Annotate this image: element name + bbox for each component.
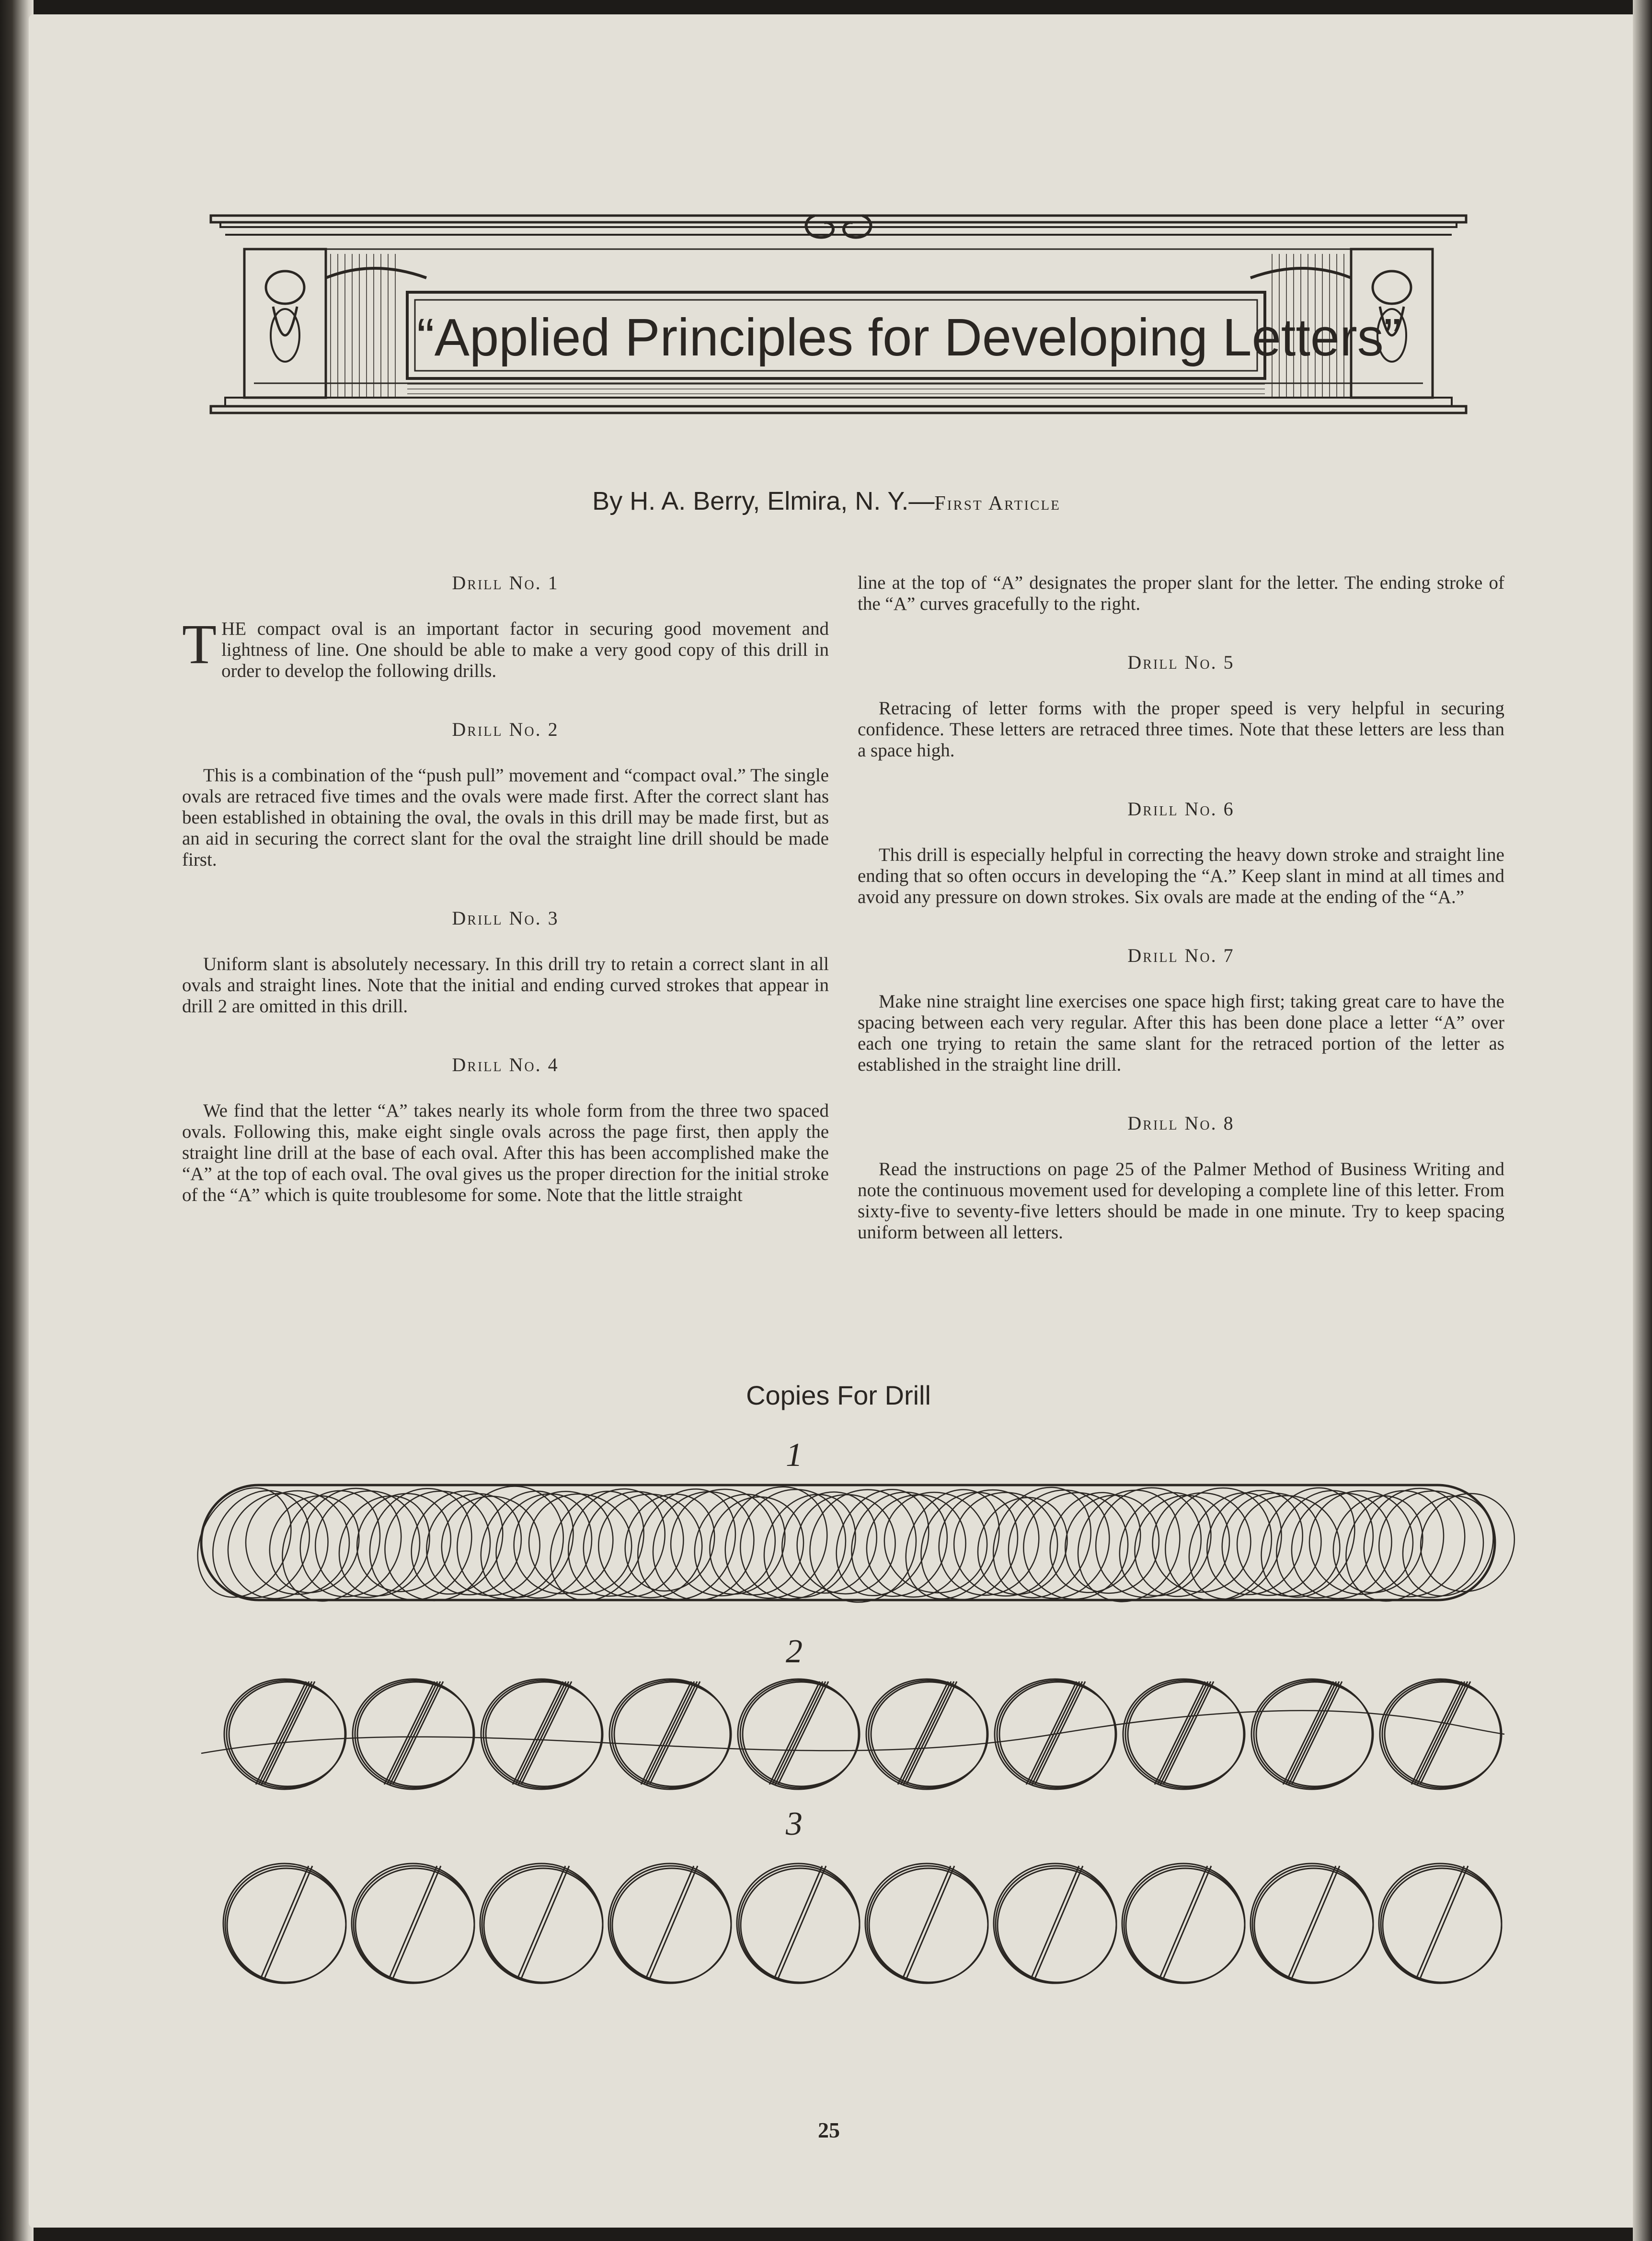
slant-line (521, 1866, 569, 1978)
drill-3-heading: Drill No. 3 (452, 907, 559, 929)
drill-5-text: Retracing of letter forms with the proper speed is very helpful in securing confidence. These letters are retraced three times. Note that these letters are less than a space high. (858, 698, 1504, 761)
slant-line (1031, 1866, 1079, 1978)
slant-line (261, 1866, 309, 1978)
slant-line (644, 1681, 694, 1784)
slant-line (904, 1681, 954, 1784)
drill-8-heading: Drill No. 8 (1127, 1112, 1235, 1134)
drill-6-heading: Drill No. 6 (1127, 798, 1235, 820)
slant-line (1292, 1866, 1340, 1978)
slant-line (1411, 1681, 1462, 1784)
slant-line (650, 1866, 698, 1978)
slant-line (903, 1866, 951, 1978)
slant-oval-drill (223, 1864, 1502, 1983)
slant-line (389, 1866, 437, 1978)
drill-6-text: This drill is especially helpful in correcting the heavy down stroke and straight line ending that so often occurs in developing the “A.” Keep slant in mind at all times and avoid any pressure on down strokes. Six ovals are made at the ending of the “A.” (858, 845, 1504, 907)
byline (335, 486, 1318, 516)
slant-line (1286, 1681, 1336, 1784)
drill-7-heading: Drill No. 7 (1127, 945, 1235, 966)
slant-line (772, 1681, 823, 1784)
slant-line (1026, 1681, 1077, 1784)
slant-line (1155, 1681, 1205, 1784)
slant-line (1414, 1681, 1465, 1784)
drill-2-heading: Drill No. 2 (452, 719, 559, 740)
slant-line (1158, 1681, 1208, 1784)
drill-copies-illustration (192, 1437, 1524, 2031)
push-pull-oval-drill (201, 1679, 1504, 1789)
slant-line (1420, 1866, 1468, 1978)
slant-line (778, 1681, 828, 1784)
slant-line (513, 1681, 563, 1784)
slant-line (646, 1866, 694, 1978)
drill-2-text: This is a combination of the “push pull” movement and “compact oval.” The single ovals are retraced five times and the ovals were made first. After the correct slant has been established in obtaining the oval, the ovals in this drill may be made first, but as an aid in securing the correct slant for the oval the straight line drill should be made first. (182, 765, 829, 870)
left-column (182, 572, 829, 1243)
slant-line (1029, 1681, 1079, 1784)
drill-label-1: 1 (786, 1437, 803, 1474)
drill-7-text: Make nine straight line exercises one space high first; taking great care to have the spacing between each very regular. After this has been done place a letter “A” over each one trying to retain the same slant for the retraced portion of the letter as established in the straight line drill. (858, 991, 1504, 1075)
slant-line (769, 1681, 820, 1784)
slant-line (517, 1866, 565, 1978)
push-pull-oval (1256, 1682, 1373, 1786)
slant-line (387, 1681, 437, 1784)
slant-line (641, 1681, 691, 1784)
compact-oval-stroke (693, 1480, 821, 1612)
slant-line (775, 1681, 826, 1784)
slant-line (393, 1681, 443, 1784)
slant-line (774, 1866, 822, 1978)
slant-line (264, 1866, 312, 1978)
drill-1-text-block (182, 613, 829, 682)
slant-line (898, 1681, 948, 1784)
drill-1-heading: Drill No. 1 (452, 572, 559, 594)
drill-label-3: 3 (786, 1806, 803, 1842)
slant-line (1417, 1681, 1468, 1784)
compact-oval-stroke (550, 1472, 683, 1613)
slant-line (906, 1681, 957, 1784)
slant-line (647, 1681, 697, 1784)
page-number: 25 (818, 2118, 840, 2142)
slant-line (393, 1866, 441, 1978)
slant-line (384, 1681, 435, 1784)
right-column (858, 572, 1504, 1281)
slant-line (1160, 1681, 1211, 1784)
byline-author: By H. A. Berry, Elmira, N. Y.— (592, 487, 935, 515)
compact-oval-stroke (437, 1467, 583, 1617)
copies-title: Copies For Drill (746, 1380, 931, 1410)
push-pull-oval (229, 1682, 346, 1786)
slant-line (901, 1681, 951, 1784)
drill-8-text: Read the instructions on page 25 of the Palmer Method of Business Writing and note the continuous movement used for developing a complete line of this letter. From sixty-five to seventy-five letters should be made in one minute. Try to keep spacing uniform between all letters. (858, 1159, 1504, 1243)
push-pull-oval (743, 1682, 860, 1786)
slant-line (259, 1681, 309, 1784)
page-edge (1633, 0, 1652, 2241)
compact-oval-drill (192, 1467, 1524, 1621)
slant-line (1159, 1866, 1207, 1978)
slant-line (1288, 1866, 1336, 1978)
push-pull-oval (614, 1682, 731, 1786)
drop-cap: T (182, 613, 217, 675)
slant-line (1163, 1866, 1211, 1978)
compact-oval-stroke (975, 1470, 1110, 1615)
push-pull-oval (1128, 1682, 1245, 1786)
slant-line (262, 1681, 312, 1784)
byline-article-tag: First Article (934, 492, 1061, 515)
drill-5-heading: Drill No. 5 (1127, 652, 1235, 673)
slant-line (1283, 1681, 1333, 1784)
slant-line (1292, 1681, 1342, 1784)
banner-ribbon-left (326, 268, 426, 278)
drill-4-text-continued: line at the top of “A” designates the proper slant for the letter. The ending stroke of the “A” curves gracefully to the right. (858, 572, 1504, 614)
slant-line (390, 1681, 440, 1784)
push-pull-oval (999, 1682, 1116, 1786)
slant-line (650, 1681, 700, 1784)
drill-4-heading: Drill No. 4 (452, 1054, 559, 1075)
slant-line (1416, 1866, 1464, 1978)
slant-line (906, 1866, 954, 1978)
slant-line (1035, 1866, 1083, 1978)
compact-oval-stroke (619, 1472, 754, 1617)
slant-line (516, 1681, 566, 1784)
compact-oval-stroke (409, 1477, 539, 1612)
drill-1-text: HE compact oval is an important factor in securing good movement and lightness of line. One should be able to make a very good copy of this drill in order to develop the following drills. (221, 618, 829, 681)
page-title: “Applied Principles for Developing Letters” (417, 308, 1401, 367)
banner-cornice-top (211, 216, 1466, 222)
slant-line (778, 1866, 826, 1978)
banner-cornice-mid (220, 222, 1457, 227)
push-pull-oval (486, 1682, 603, 1786)
drill-3-text: Uniform slant is absolutely necessary. In this drill try to retain a correct slant in all ovals and straight lines. Note that the initial and ending curved strokes that appear in drill 2 are omitted in this drill. (182, 954, 829, 1017)
banner-base (211, 406, 1466, 413)
slant-line (1032, 1681, 1082, 1784)
push-pull-oval (871, 1682, 988, 1786)
push-pull-oval (1385, 1682, 1502, 1786)
slant-line (1163, 1681, 1214, 1784)
slant-line (256, 1681, 306, 1784)
drill-4-text: We find that the letter “A” takes nearly its whole form from the three two spaced ovals. Following this, make eight single ovals across the page first, then apply the straight line drill at the base of each oval. After this has been accomplished make the “A” at the top of each oval. The oval gives us the proper direction for the initial stroke of the “A” which is quite troublesome for some. Note that the little straight (182, 1100, 829, 1205)
compact-oval-stroke (1059, 1472, 1199, 1620)
drill-label-2: 2 (786, 1633, 803, 1670)
slant-line (1289, 1681, 1339, 1784)
slant-line (518, 1681, 569, 1784)
slant-line (264, 1681, 315, 1784)
slant-line (521, 1681, 572, 1784)
slant-line (1420, 1681, 1470, 1784)
push-pull-oval (357, 1682, 474, 1786)
compact-oval-stroke (765, 1475, 895, 1610)
